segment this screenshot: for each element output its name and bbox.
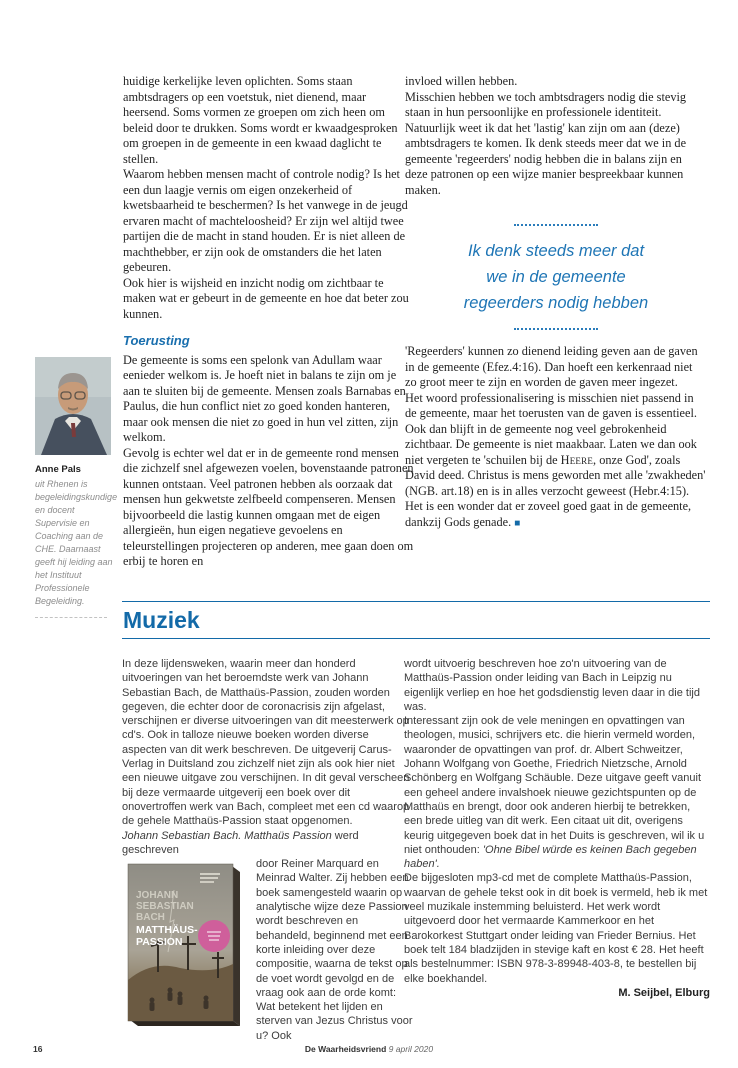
article-right-column [405, 74, 707, 531]
article-left-column [123, 74, 414, 570]
author-divider [35, 617, 107, 618]
footer [0, 1044, 738, 1054]
muziek-section [122, 601, 710, 1042]
book-cover-image [122, 860, 246, 1030]
book-author-line: JOHANN [136, 890, 179, 902]
article-paragraph: Misschien hebben we toch ambtsdragers nodig die stevig staan in hun persoonlijke en professionele identiteit. Natuurlijk weet ik dat het 'lastig' kan zijn om aan (deze) ambtsdragers te komen. Ik denk steeds meer dat we in de gemeente 'regeerders' nodig hebben die in balans zijn en deze patronen op een wijze manier bespreekbaar kunnen maken. [405, 89, 687, 197]
muziek-text: Interessant zijn ook de vele meningen en opvattingen van theologen, musici, schrijvers etc. die hierin vermeld worden, waaronder de opvattingen van prof. dr. Albert Schweitzer, Johann Wolfgang von Goethe, Friedrich Nietzsche, Arnold Schönberg en Wolfgang Schäuble. Deze uitgave geeft vanuit een geheel andere invalshoek nieuwe gezichtspunten op de Matthaüs en brengt, door ook anderen hierbij te betrekken, een brede uitleg van dit werk. Een citaat uit dit, overigens keurig uitgegeven boek dat in het Duits is geschreven, wil ik u niet onthouden: [404, 715, 705, 856]
muziek-paragraph: wordt uitvoerig beschreven hoe zo'n uitvoering van de Matthaüs-Passion onder leiding van Bach in Leipzig nu eigenlijk verliep en hoe het godsdienstig leven daar in die tijd was. [404, 658, 700, 713]
muziek-right-column [404, 657, 710, 1000]
section-title-muziek: Muziek [123, 607, 200, 633]
german-quote: 'Ohne Bibel würde es keinen Bach gegeben haben'. [404, 843, 697, 871]
pull-quote-text [405, 238, 707, 316]
pull-quote-line: regeerders nodig hebben [463, 294, 649, 312]
article-paragraph: De gemeente is soms een spelonk van Adullam waar eenieder welkom is. Je hoeft niet in balans te zijn om je aan te sluiten bij de gemeente. Mensen zoals Barnabas en Paulus, die hun conflict niet zo goed konden hanteren, maar ook mensen die niet zo goed in hun vel zitten, zijn welkom. [123, 352, 406, 444]
muziek-paragraph [122, 829, 413, 858]
dotted-rule-bottom [514, 328, 598, 330]
author-photo [35, 357, 111, 455]
muziek-paragraph: In deze lijdensweken, waarin meer dan honderd uitvoeringen van het beroemdste werk van Johann Sebastian Bach, de Matthaüs-Passion, zouden worden gegeven, die echter door de coronacrisis zijn afgelast, verschijnen er diverse uitvoeringen van dit meesterwerk op cd's. Ook in talloze nieuwe boeken worden diverse aspecten van dit werk beschreven. De uitgeverij Carus-Verlag in Duitsland zou zichzelf niet zijn als ook hier niet een nieuwe uitgave zou verschijnen. In dit geval verscheen bij deze vermaarde uitgeverij een boek over dit onovertroffen werk van Bach, compleet met een cd waarop de gehele Matthaüs-Passion staat opgenomen. [122, 658, 410, 828]
article-paragraph: Ook hier is wijsheid en inzicht nodig om zichtbaar te maken wat er gebeurt in de gemeente en hoe dat beter zou kunnen. [123, 275, 409, 321]
page-number: 16 [33, 1044, 43, 1054]
pull-quote-line: we in de gemeente [486, 268, 626, 286]
book-title-line: MATTHÄUS- [136, 924, 198, 937]
issue-date: 9 april 2020 [388, 1044, 434, 1054]
author-name: Anne Pals [35, 464, 81, 475]
byline: M. Seijbel, Elburg [618, 986, 710, 999]
heere-smallcaps: Heere [560, 452, 594, 467]
article-paragraph: invloed willen hebben. [405, 74, 518, 88]
article-text: Het woord professionalisering is misschien niet passend in de gemeente, maar het toerusten van de gaven is essentieel. Ook dan blijft in de gemeente nog veel gebrokenheid zichtbaar. De gemeente is niet maakbaar. Laten we dan ook niet vergeten te 'schuilen bij de [405, 390, 697, 467]
muziek-text: werd geschreven [122, 829, 359, 856]
author-box [35, 357, 118, 618]
muziek-paragraph: door Reiner Marquard en Meinrad Walter. Zij hebben een boek samengesteld waarin op analytische wijze deze Passion wordt beschreven en behandeld, beginnend met een korte inleiding over deze compositie, waarna de tekst op de voet wordt gevolgd en de vraag ook aan de orde komt: Wat betekent het lijden en sterven van Jezus Christus voor u? Ook [256, 858, 413, 1042]
magazine-name: De Waarheidsvriend [304, 1044, 387, 1054]
author-bio: uit Rhenen is begeleidingskundige en docent Supervisie en Coaching aan de CHE. Daarnaast geeft hij leiding aan het Instituut Professionele Begeleiding. [35, 479, 118, 606]
muziek-paragraph [404, 714, 710, 871]
book-author-line: BACH [136, 912, 165, 924]
book-author-line: SEBASTIAN [136, 901, 194, 913]
muziek-left-column [122, 657, 413, 1043]
book-title-reference: Johann Sebastian Bach. Matthaüs Passion [122, 829, 332, 842]
pull-quote [405, 224, 707, 330]
section-rule-bottom [122, 638, 710, 639]
book-text-wrap [122, 857, 413, 1043]
article-paragraph: Waarom hebben mensen macht of controle nodig? Is het een dun laagje vernis om eigen onzekerheid of kwetsbaarheid te beschermen? Is het vanwege in de jeugd ervaren macht of machteloosheid? Er zijn wel altijd twee partijen die de macht in stand houden. Er is niet alleen de machthebber, er zijn ook de omstanders die het laten gebeuren. [123, 167, 408, 274]
article-paragraph: Gevolg is echter wel dat er in de gemeente rond mensen die zichzelf snel afgewezen voelen, bovenstaande patronen kunnen ontstaan. Veel patronen hebben als oorzaak dat mensen hun gekwetste zelfbeeld compenseren. Mensen bijvoorbeeld die lastig kunnen omgaan met de eigen allergieën, hun eigen negatieve gevoelens en teleurstellingen projecteren op anderen, mee gaan doen om erbij te horen en [123, 445, 414, 568]
muziek-paragraph: De bijgesloten mp3-cd met de complete Matthaüs-Passion, waarvan de gehele tekst ook in dit boek is vermeld, heb ik met veel muzikale instemming beluisterd. Het werk wordt uitgevoerd door het vermaarde Kammerkoor en het Barokorkest Stuttgart onder leiding van Frieder Bernius. Het boek telt 184 bladzijden in stevige kaft en kost € 28. Het heeft als bestelnummer: ISBN 978-3-89948-403-8, te bestellen bij elke boekhandel. [404, 872, 708, 985]
subheading-toerusting: Toerusting [123, 333, 190, 348]
dotted-rule-top [514, 224, 598, 226]
book-title-line: PASSION [136, 936, 183, 949]
end-of-article-mark: ■ [514, 517, 521, 529]
pull-quote-line: Ik denk steeds meer dat [467, 242, 645, 260]
section-rule-top [122, 601, 710, 602]
article-paragraph [405, 391, 707, 532]
article-paragraph: 'Regeerders' kunnen zo dienend leiding geven aan de gaven in de gemeente (Efez.4:16). Dan hoeft een kerkenraad niet zo groot meer te zijn en worden de gaven meer ingezet. [405, 344, 698, 389]
article-paragraph: huidige kerkelijke leven oplichten. Soms staan ambtsdragers op een voetstuk, niet dienend, maar heersend. Soms vormen ze groepen om zich heen om beleid door te drukken. Soms wordt er kwaadgesproken om groepen in de gemeente in een kwaad daglicht te stellen. [123, 74, 398, 166]
article-text: , onze God', zoals David deed. Christus is mens geworden met alle 'zwakheden' (NGB. art.18) en is in alles verzocht geweest (Hebr.4:15). Het is een wonder dat er zoveel goed gaat in de gemeente, dankzij Gods genade. [405, 452, 706, 529]
